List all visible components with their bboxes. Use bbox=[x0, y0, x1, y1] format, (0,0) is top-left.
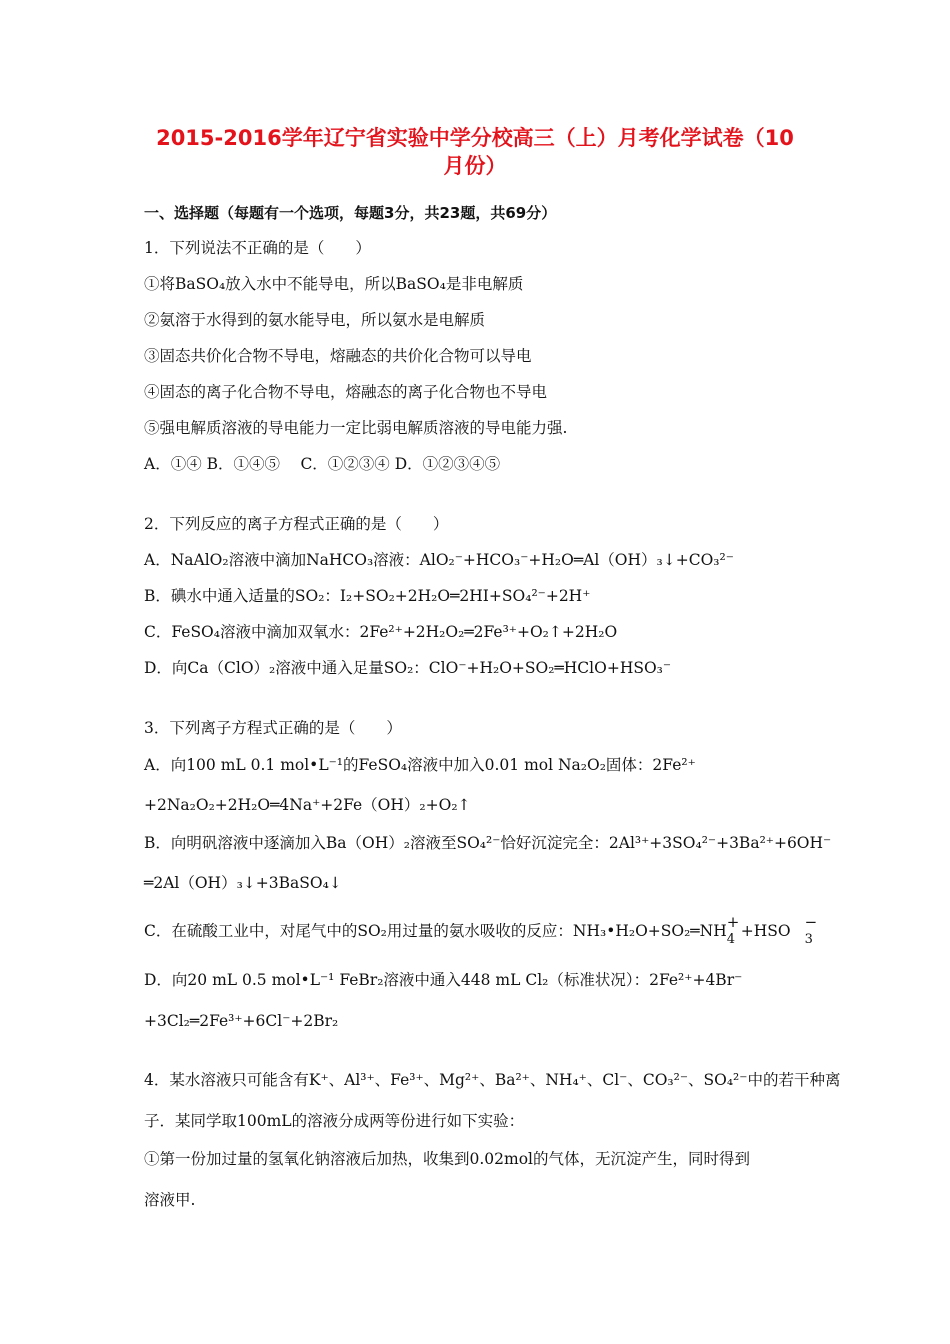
hso3-charge-bottom: 3 bbox=[804, 932, 813, 947]
q1-statement-5: ⑤强电解质溶液的导电能力一定比弱电解质溶液的导电能力强. bbox=[144, 419, 568, 437]
title-line-2: 月份） bbox=[443, 154, 507, 178]
hso3-charge-fraction bbox=[804, 913, 819, 947]
q2-option-c: C．FeSO₄溶液中滴加双氧水：2Fe²⁺+2H₂O₂═2Fe³⁺+O₂↑+2H₂O bbox=[144, 623, 618, 641]
q1-statement-1: ①将BaSO₄放入水中不能导电，所以BaSO₄是非电解质 bbox=[144, 275, 524, 293]
title-line-1: 2015-2016学年辽宁省实验中学分校高三（上）月考化学试卷（10 bbox=[156, 126, 794, 150]
q3-option-a-line-1: A．向100 mL 0.1 mol•L⁻¹的FeSO₄溶液中加入0.01 mol Na₂O₂固体：2Fe²⁺ bbox=[144, 756, 696, 774]
q1-statement-2: ②氨溶于水得到的氨水能导电，所以氨水是电解质 bbox=[144, 311, 486, 329]
q3-option-b-line-1: B．向明矾溶液中逐滴加入Ba（OH）₂溶液至SO₄²⁻恰好沉淀完全：2Al³⁺+3SO₄²⁻+3Ba²⁺+6OH⁻ bbox=[144, 834, 832, 852]
q4-line-4: 溶液甲. bbox=[144, 1191, 196, 1209]
document-title bbox=[120, 124, 830, 180]
q3-option-d-line-2: +3Cl₂═2Fe³⁺+6Cl⁻+2Br₂ bbox=[144, 1012, 339, 1030]
section-heading: 一、选择题（每题有一个选项，每题3分，共23题，共69分） bbox=[144, 204, 557, 222]
q1-stem: 1．下列说法不正确的是（ ） bbox=[144, 239, 371, 257]
nh4-charge-bottom: 4 bbox=[726, 932, 735, 947]
hso3-charge-top: − bbox=[804, 913, 818, 931]
q3-option-d-line-1: D．向20 mL 0.5 mol•L⁻¹ FeBr₂溶液中通入448 mL Cl₂（标准状况）：2Fe²⁺+4Br⁻ bbox=[144, 971, 743, 989]
q2-stem: 2．下列反应的离子方程式正确的是（ ） bbox=[144, 515, 449, 533]
nh4-charge-top: + bbox=[726, 913, 740, 931]
q3-stem: 3．下列离子方程式正确的是（ ） bbox=[144, 719, 402, 737]
q3-option-b-line-2: ═2Al（OH）₃↓+3BaSO₄↓ bbox=[144, 874, 342, 892]
q3-option-c-hso: +HSO bbox=[740, 922, 791, 940]
q2-option-b: B．碘水中通入适量的SO₂：I₂+SO₂+2H₂O═2HI+SO₄²⁻+2H⁺ bbox=[144, 587, 591, 605]
q3-option-c-text: C．在硫酸工业中，对尾气中的SO₂用过量的氨水吸收的反应：NH₃•H₂O+SO₂═NH bbox=[144, 922, 727, 940]
q1-statement-4: ④固态的离子化合物不导电，熔融态的离子化合物也不导电 bbox=[144, 383, 548, 401]
q1-options: A．①④ B．①④⑤ C．①②③④ D．①②③④⑤ bbox=[144, 455, 501, 473]
q1-statement-3: ③固态共价化合物不导电，熔融态的共价化合物可以导电 bbox=[144, 347, 532, 365]
q3-option-a-line-2: +2Na₂O₂+2H₂O═4Na⁺+2Fe（OH）₂+O₂↑ bbox=[144, 796, 471, 814]
q4-line-2: 子．某同学取100mL的溶液分成两等份进行如下实验： bbox=[144, 1112, 525, 1130]
nh4-charge-fraction bbox=[726, 913, 741, 947]
q4-line-3: ①第一份加过量的氢氧化钠溶液后加热，收集到0.02mol的气体，无沉淀产生，同时得到 bbox=[144, 1150, 751, 1168]
q3-option-c bbox=[144, 913, 819, 947]
q2-option-d: D．向Ca（ClO）₂溶液中通入足量SO₂：ClO⁻+H₂O+SO₂═HClO+HSO₃⁻ bbox=[144, 659, 672, 677]
q2-option-a: A．NaAlO₂溶液中滴加NaHCO₃溶液：AlO₂⁻+HCO₃⁻+H₂O═Al（OH）₃↓+CO₃²⁻ bbox=[144, 551, 734, 569]
q4-line-1: 4．某水溶液只可能含有K⁺、Al³⁺、Fe³⁺、Mg²⁺、Ba²⁺、NH₄⁺、Cl⁻、CO₃²⁻、SO₄²⁻中的若干种离 bbox=[144, 1071, 841, 1089]
